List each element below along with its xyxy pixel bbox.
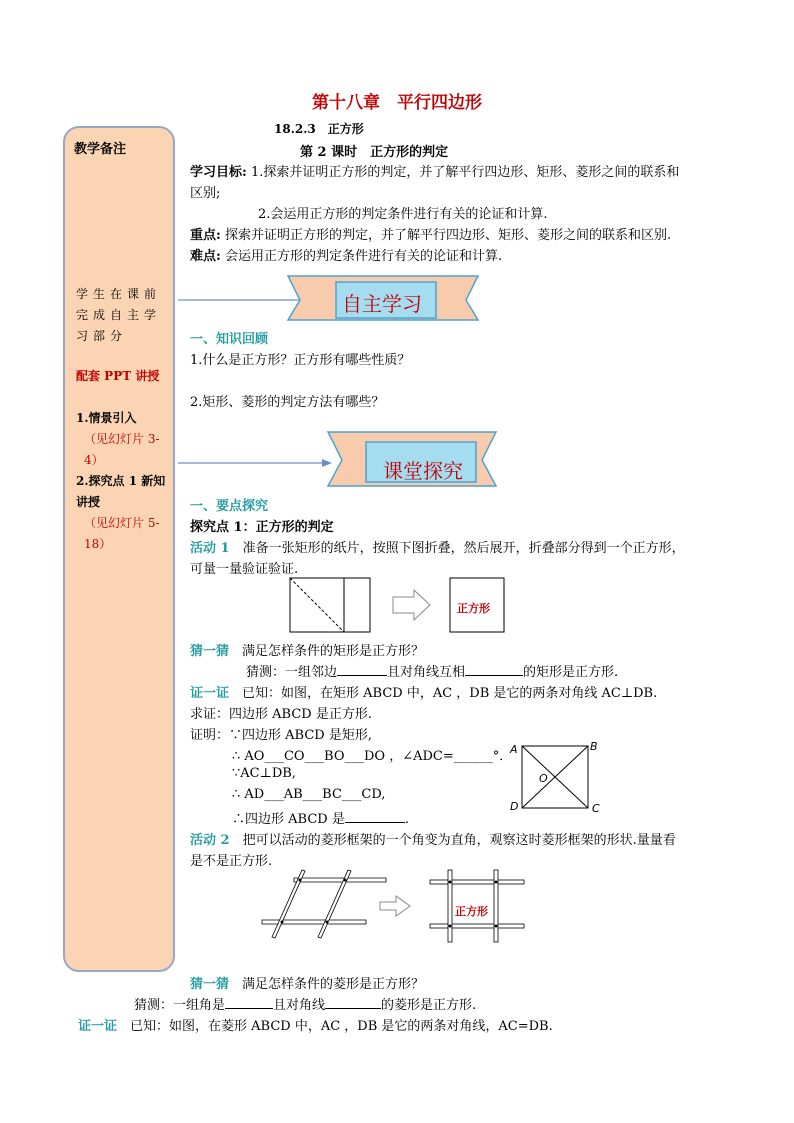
guess2-c: 的菱形是正方形.: [381, 998, 477, 1013]
prove2-label: 证一证: [78, 1019, 118, 1034]
guess2-b: 且对角线: [273, 998, 326, 1013]
guess1-label: 猜一猜: [190, 644, 230, 659]
classroom-explore-label: 课堂探究: [383, 459, 463, 483]
goals-1b: 区别;: [190, 186, 221, 201]
key-text: 探索并证明正方形的判定，并了解平行四边形、矩形、菱形之间的联系和区别.: [220, 228, 672, 243]
prove2: [78, 1015, 553, 1034]
sidebar-item2: 2.探究点 1 新知讲授: [76, 474, 166, 509]
activity1-label: 活动 1: [190, 541, 230, 556]
self-study-banner: [176, 268, 496, 328]
fig2-label: 正方形: [455, 905, 488, 918]
blank[interactable]: [337, 663, 387, 676]
prove1: [190, 682, 657, 701]
guess1-a: 猜测：一组邻边: [246, 665, 338, 680]
sidebar-item1: 1.情景引入: [76, 411, 137, 425]
activity2-text: 把可以活动的菱形框架的一个角变为直角，观察这时菱形框架的形状.量量看: [229, 833, 676, 848]
guess1-answer: [246, 661, 618, 680]
goals-line1: [190, 161, 679, 180]
blank[interactable]: [325, 996, 381, 1009]
explore-point1: 探究点 1：正方形的判定: [190, 520, 334, 535]
diff-text: 会运用正方形的判定条件进行有关的论证和计算.: [220, 249, 503, 264]
guess2-a: 猜测：一组角是: [134, 998, 226, 1013]
guess1-text: 满足怎样条件的矩形是正方形？: [229, 644, 425, 659]
proof-step4-b: .: [404, 812, 409, 827]
sidebar-note: 学生在课前完成自主学习部分: [76, 287, 162, 343]
explore-heading: 一、要点探究: [190, 499, 269, 514]
proof-step2: ∵AC⊥DB,: [232, 766, 296, 781]
prove2-text: 已知：如图，在菱形 ABCD 中，AC ，DB 是它的两条对角线，AC=DB.: [117, 1019, 553, 1034]
activity2-label: 活动 2: [190, 833, 230, 848]
blank[interactable]: [345, 810, 405, 823]
proof-step3: ∴ AD___AB___BC___CD,: [232, 787, 386, 802]
square-abcd-figure: [506, 738, 606, 814]
review-heading: 一、知识回顾: [190, 332, 269, 347]
key-label: 重点:: [190, 228, 221, 243]
sidebar-item2-ref: （见幻灯片 5-18）: [84, 516, 160, 551]
activity1-text2: 可量一量验证验证.: [190, 562, 299, 577]
goals-label: 学习目标:: [190, 165, 247, 180]
sidebar-item1-ref: （见幻灯片 3-4）: [84, 432, 160, 467]
fig1-label: 正方形: [457, 602, 490, 615]
prove1-label: 证一证: [190, 686, 230, 701]
blank[interactable]: [465, 663, 523, 676]
frame-figure: [258, 866, 530, 946]
proof-step4-a: ∴四边形 ABCD 是: [232, 812, 345, 827]
label-C: C: [592, 802, 600, 814]
guess1-b: 且对角线互相: [387, 665, 466, 680]
activity1-text: 准备一张矩形的纸片，按照下图折叠，然后展开，折叠部分得到一个正方形，: [229, 541, 685, 556]
difficulty: [190, 245, 502, 264]
activity2-text2: 是不是正方形.: [190, 854, 273, 869]
guess2-label: 猜一猜: [190, 977, 230, 992]
goals-1: 1.探索并证明正方形的判定，并了解平行四边形、矩形、菱形之间的联系和: [246, 165, 680, 180]
label-D: D: [510, 800, 519, 813]
chapter-title: 第十八章 平行四边形: [312, 93, 482, 113]
guess1-c: 的矩形是正方形.: [523, 665, 619, 680]
label-O: O: [539, 772, 548, 785]
proof-start: 证明：∵四边形 ABCD 是矩形,: [190, 728, 372, 743]
goals-2: 2.会运用正方形的判定条件进行有关的论证和计算.: [258, 207, 548, 222]
review-q2: 2.矩形、菱形的判定方法有哪些？: [190, 395, 385, 410]
lesson-title: 第 2 课时 正方形的判定: [300, 145, 449, 160]
label-A: A: [510, 743, 518, 756]
activity1: [190, 537, 685, 556]
label-B: B: [590, 740, 598, 753]
section-title: 18.2.3 正方形: [274, 122, 364, 136]
qiuzheng: 求证：四边形 ABCD 是正方形.: [190, 707, 372, 722]
key-point: [190, 224, 671, 243]
prove1-text: 已知：如图，在矩形 ABCD 中，AC ，DB 是它的两条对角线 AC⊥DB.: [229, 686, 658, 701]
guess2: [190, 973, 424, 992]
activity2: [190, 829, 676, 848]
blank[interactable]: [225, 996, 273, 1009]
guess2-text: 满足怎样条件的菱形是正方形？: [229, 977, 425, 992]
diff-label: 难点:: [190, 249, 221, 264]
guess1: [190, 640, 424, 659]
proof-step4: [232, 808, 409, 827]
self-study-label: 自主学习: [342, 292, 422, 316]
sidebar-heading: 教学备注: [74, 142, 127, 157]
review-q1: 1.什么是正方形？正方形有哪些性质？: [190, 353, 411, 368]
sidebar-ppt: 配套 PPT 讲授: [76, 369, 160, 383]
guess2-answer: [134, 994, 476, 1013]
proof-step1: ∴ AO___CO___BO___DO ，∠ADC=______°．: [232, 749, 513, 764]
